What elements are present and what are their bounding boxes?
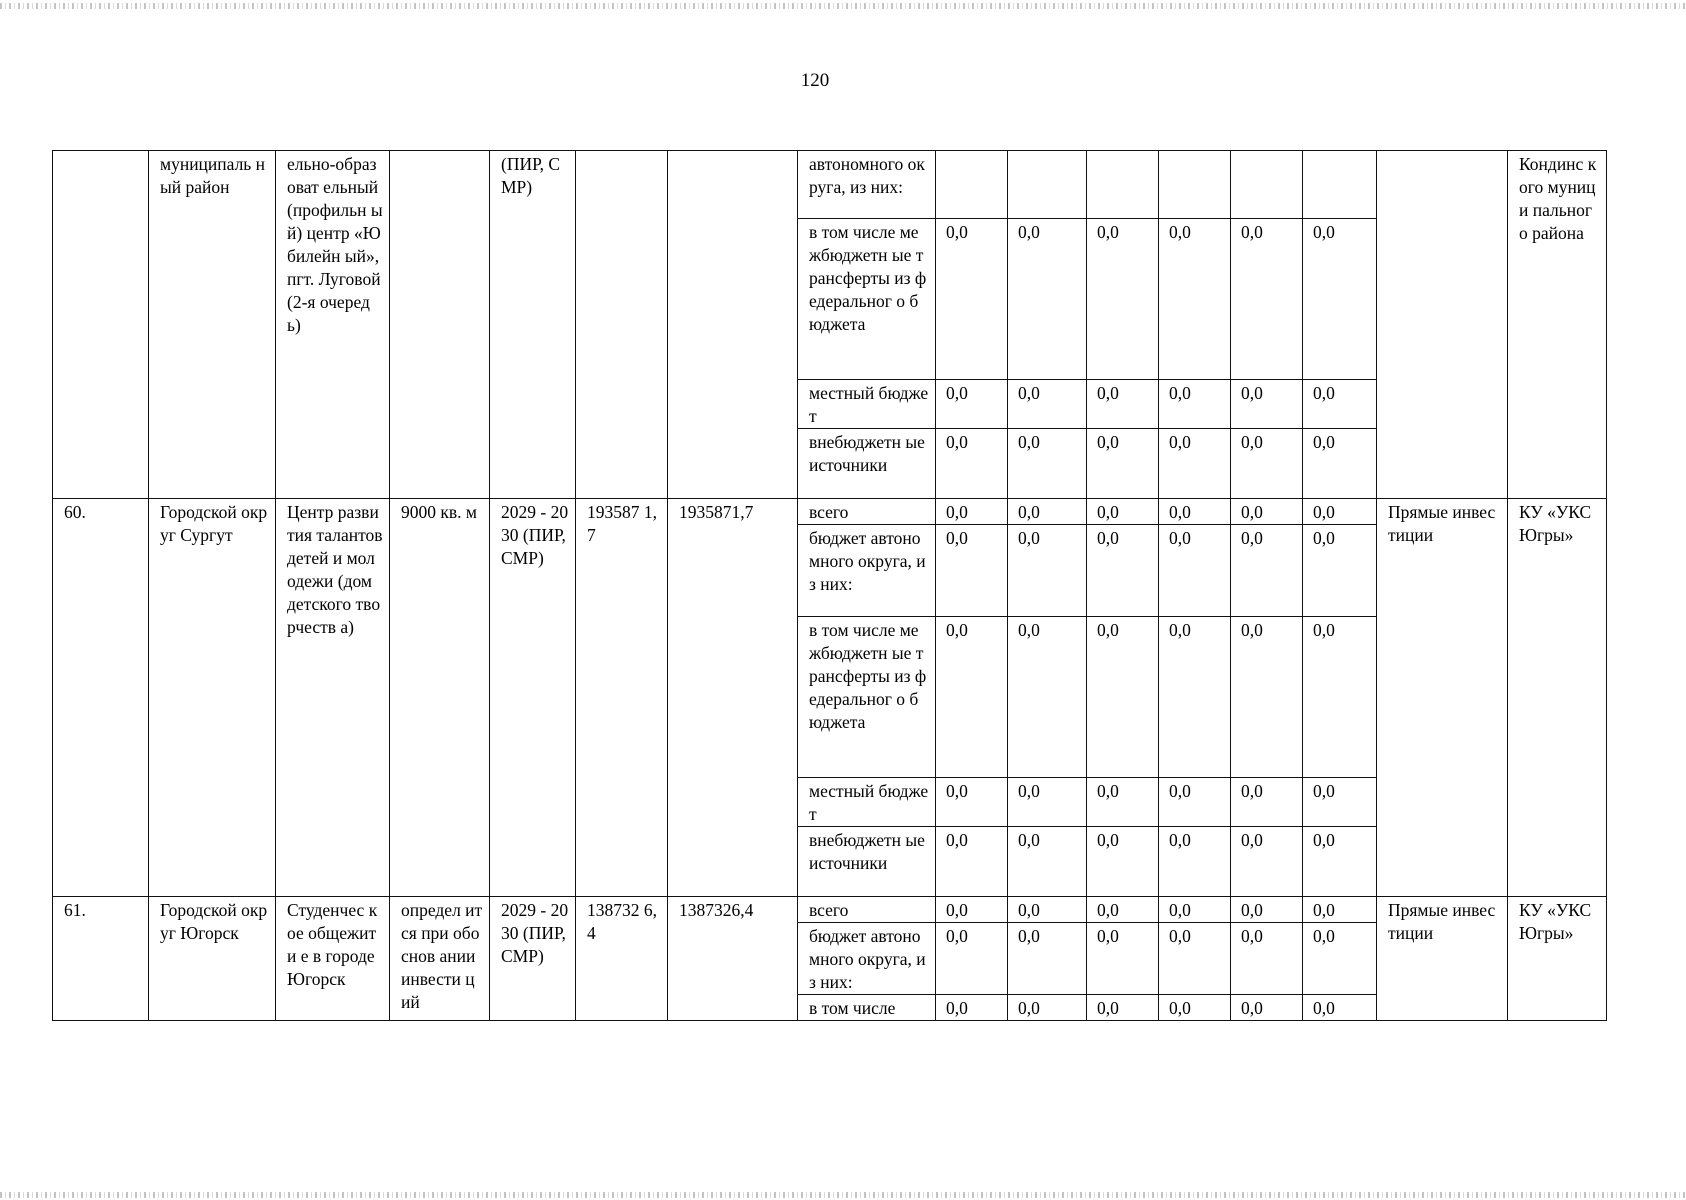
cell-value bbox=[1008, 151, 1087, 219]
cell-value: 0,0 bbox=[1008, 499, 1087, 525]
cell-estimated-cost: 138732 6,4 bbox=[576, 897, 668, 1021]
cell-num: 61. bbox=[53, 897, 149, 1021]
cell-value: 0,0 bbox=[1303, 897, 1377, 923]
cell-object: ельно-образоват ельный (профильн ый) центр «Юбилейн ый», пгт. Луговой (2-я очередь) bbox=[276, 151, 390, 499]
cell-value: 0,0 bbox=[1159, 499, 1231, 525]
cell-period: (ПИР, СМР) bbox=[490, 151, 576, 499]
cell-mechanism bbox=[1377, 151, 1508, 499]
cell-value: 0,0 bbox=[1008, 380, 1087, 429]
table-row bbox=[53, 499, 1607, 525]
cell-num bbox=[53, 151, 149, 499]
cell-value: 0,0 bbox=[1231, 778, 1303, 827]
cell-capacity: 9000 кв. м bbox=[390, 499, 490, 897]
cell-value: 0,0 bbox=[1303, 429, 1377, 499]
cell-object: Студенчес кое общежити е в городе Югорск bbox=[276, 897, 390, 1021]
scan-edge-top bbox=[0, 3, 1686, 9]
cell-object: Центр развития талантов детей и молодежи (дом детского творчеств а) bbox=[276, 499, 390, 897]
cell-source-label: внебюджетн ые источники bbox=[798, 429, 936, 499]
cell-value: 0,0 bbox=[1159, 617, 1231, 778]
cell-source-label: бюджет автономного округа, из них: bbox=[798, 525, 936, 617]
cell-value: 0,0 bbox=[1087, 429, 1159, 499]
cell-value: 0,0 bbox=[1087, 499, 1159, 525]
cell-source-label: в том числе межбюджетн ые трансферты из федеральног о бюджета bbox=[798, 219, 936, 380]
cell-period: 2029 - 2030 (ПИР, СМР) bbox=[490, 897, 576, 1021]
cell-value: 0,0 bbox=[1303, 525, 1377, 617]
table-row bbox=[53, 897, 1607, 923]
cell-value: 0,0 bbox=[936, 995, 1008, 1021]
cell-value: 0,0 bbox=[1008, 778, 1087, 827]
cell-value: 0,0 bbox=[1087, 219, 1159, 380]
cell-value: 0,0 bbox=[936, 778, 1008, 827]
cell-value: 0,0 bbox=[1008, 525, 1087, 617]
table-row bbox=[53, 151, 1607, 219]
cell-value: 0,0 bbox=[1159, 995, 1231, 1021]
cell-value: 0,0 bbox=[1231, 995, 1303, 1021]
cell-source-label: бюджет автономного округа, из них: bbox=[798, 923, 936, 995]
cell-value: 0,0 bbox=[1159, 380, 1231, 429]
cell-value: 0,0 bbox=[1303, 923, 1377, 995]
cell-value: 0,0 bbox=[1159, 897, 1231, 923]
cell-district: муниципаль ный район bbox=[149, 151, 276, 499]
cell-source-label: всего bbox=[798, 499, 936, 525]
cell-value: 0,0 bbox=[936, 827, 1008, 897]
cell-value: 0,0 bbox=[1231, 499, 1303, 525]
cell-period: 2029 - 2030 (ПИР, СМР) bbox=[490, 499, 576, 897]
cell-value: 0,0 bbox=[936, 617, 1008, 778]
cell-capacity: определ ится при обоснов ании инвести ций bbox=[390, 897, 490, 1021]
cell-num: 60. bbox=[53, 499, 149, 897]
page-number: 120 bbox=[800, 70, 830, 91]
cell-value: 0,0 bbox=[1087, 778, 1159, 827]
cell-value: 0,0 bbox=[1087, 380, 1159, 429]
cell-value: 0,0 bbox=[1159, 219, 1231, 380]
cell-value: 0,0 bbox=[1303, 617, 1377, 778]
investment-table bbox=[52, 150, 1607, 1021]
scan-edge-bottom bbox=[0, 1192, 1686, 1198]
cell-value: 0,0 bbox=[936, 429, 1008, 499]
cell-value bbox=[1303, 151, 1377, 219]
cell-source-label: местный бюджет bbox=[798, 778, 936, 827]
cell-value: 0,0 bbox=[1303, 995, 1377, 1021]
cell-value: 0,0 bbox=[1231, 617, 1303, 778]
cell-value: 0,0 bbox=[1008, 923, 1087, 995]
cell-source-label: местный бюджет bbox=[798, 380, 936, 429]
cell-value bbox=[936, 151, 1008, 219]
cell-source-label: автономного округа, из них: bbox=[798, 151, 936, 219]
cell-value: 0,0 bbox=[1008, 827, 1087, 897]
cell-value: 0,0 bbox=[1303, 827, 1377, 897]
cell-value: 0,0 bbox=[1303, 778, 1377, 827]
cell-value: 0,0 bbox=[1008, 995, 1087, 1021]
cell-value: 0,0 bbox=[1159, 923, 1231, 995]
cell-mechanism: Прямые инвестиции bbox=[1377, 499, 1508, 897]
table-body bbox=[53, 151, 1607, 1021]
cell-remaining-cost: 1935871,7 bbox=[668, 499, 798, 897]
cell-value: 0,0 bbox=[1303, 499, 1377, 525]
cell-value: 0,0 bbox=[1231, 429, 1303, 499]
cell-value bbox=[1159, 151, 1231, 219]
cell-customer: КУ «УКС Югры» bbox=[1508, 499, 1607, 897]
cell-customer: КУ «УКС Югры» bbox=[1508, 897, 1607, 1021]
cell-value: 0,0 bbox=[1087, 827, 1159, 897]
cell-capacity bbox=[390, 151, 490, 499]
cell-district: Городской округ Сургут bbox=[149, 499, 276, 897]
cell-mechanism: Прямые инвестиции bbox=[1377, 897, 1508, 1021]
cell-district: Городской округ Югорск bbox=[149, 897, 276, 1021]
cell-value bbox=[1087, 151, 1159, 219]
cell-value: 0,0 bbox=[1087, 995, 1159, 1021]
cell-value: 0,0 bbox=[936, 499, 1008, 525]
cell-value: 0,0 bbox=[1231, 827, 1303, 897]
cell-value: 0,0 bbox=[1159, 827, 1231, 897]
cell-value: 0,0 bbox=[936, 897, 1008, 923]
cell-value: 0,0 bbox=[936, 380, 1008, 429]
cell-estimated-cost: 193587 1,7 bbox=[576, 499, 668, 897]
cell-value: 0,0 bbox=[1303, 380, 1377, 429]
cell-value bbox=[1231, 151, 1303, 219]
cell-value: 0,0 bbox=[1231, 897, 1303, 923]
cell-source-label: в том числе межбюджетн ые трансферты из федеральног о бюджета bbox=[798, 617, 936, 778]
cell-value: 0,0 bbox=[1159, 778, 1231, 827]
cell-value: 0,0 bbox=[1008, 429, 1087, 499]
cell-remaining-cost: 1387326,4 bbox=[668, 897, 798, 1021]
cell-customer: Кондинс кого муници пальног о района bbox=[1508, 151, 1607, 499]
cell-value: 0,0 bbox=[936, 923, 1008, 995]
cell-value: 0,0 bbox=[1303, 219, 1377, 380]
cell-value: 0,0 bbox=[936, 219, 1008, 380]
cell-value: 0,0 bbox=[1087, 525, 1159, 617]
cell-source-label: внебюджетн ые источники bbox=[798, 827, 936, 897]
cell-estimated-cost bbox=[576, 151, 668, 499]
cell-value: 0,0 bbox=[1087, 617, 1159, 778]
cell-value: 0,0 bbox=[1008, 219, 1087, 380]
cell-value: 0,0 bbox=[1231, 219, 1303, 380]
cell-value: 0,0 bbox=[1159, 429, 1231, 499]
cell-source-label: в том числе bbox=[798, 995, 936, 1021]
cell-value: 0,0 bbox=[936, 525, 1008, 617]
cell-value: 0,0 bbox=[1087, 923, 1159, 995]
cell-value: 0,0 bbox=[1008, 617, 1087, 778]
cell-value: 0,0 bbox=[1087, 897, 1159, 923]
cell-value: 0,0 bbox=[1159, 525, 1231, 617]
cell-value: 0,0 bbox=[1231, 380, 1303, 429]
cell-remaining-cost bbox=[668, 151, 798, 499]
cell-value: 0,0 bbox=[1231, 923, 1303, 995]
cell-value: 0,0 bbox=[1008, 897, 1087, 923]
cell-source-label: всего bbox=[798, 897, 936, 923]
cell-value: 0,0 bbox=[1231, 525, 1303, 617]
